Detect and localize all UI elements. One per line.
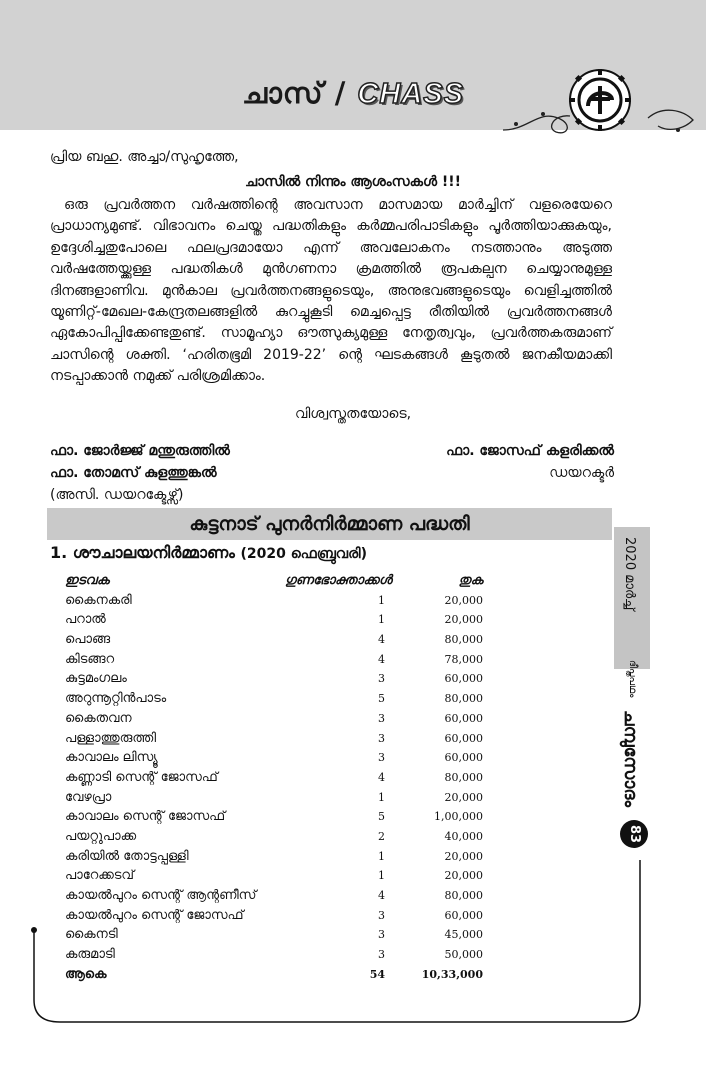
letter-greeting: പ്രിയ ബഹു. അച്ചാ/സുഹൃത്തേ, [50,149,239,165]
amount-cell: 60,000 [444,731,483,745]
amount-cell: 78,000 [444,652,483,666]
parish-cell: കൈതവന [65,710,132,726]
beneficiaries-cell: 2 [378,829,385,843]
sidebar-subtitle: ദീപ്തപഥം [627,660,638,698]
beneficiaries-cell: 3 [378,928,385,942]
header-separator: / [334,76,347,110]
parish-cell: കരിയിൽ തോട്ടപ്പള്ളി [65,848,189,864]
parish-cell: പയറ്റുപാക്ക [65,828,137,844]
amount-cell: 80,000 [444,770,483,784]
amount-cell: 20,000 [444,869,483,883]
signatory-left-3: (അസി. ഡയറക്ടേഴ്സ്) [50,487,184,503]
project-title: കുട്ടനാട് പുനർനിർമ്മാണ പദ്ധതി [47,508,612,540]
header-parish: ഇടവക [65,573,110,588]
parish-cell: കാവാലം ലിസ്യൂ [65,750,158,766]
parish-cell: കുട്ടമംഗലം [65,671,127,687]
page-number: 83 [627,824,642,844]
signatory-left-2: ഫാ. തോമസ് കുളത്തുങ്കൽ [50,465,217,481]
beneficiaries-cell: 5 [378,810,385,824]
parish-cell: വേഴപ്രാ [65,789,112,805]
section-name: 1. ശൗചാലയനിർമ്മാണം [50,543,235,562]
parish-cell: കൈനകരി [65,592,132,608]
beneficiaries-cell: 5 [378,692,385,706]
beneficiaries-cell: 3 [378,672,385,686]
beneficiaries-cell: 4 [378,633,385,647]
amount-cell: 1,00,000 [434,810,483,824]
beneficiaries-cell: 3 [378,948,385,962]
section-date: (2020 ഫെബ്രുവരി) [240,546,367,562]
letter-body: ഒരു പ്രവർത്തന വർഷത്തിന്റെ അവസാന മാസമായ മാർച്ചിന് വളരെയേറെ പ്രാധാന്യമുണ്ട്. വിഭാവനം ചെയ്ത പദ്ധതികളും കർമ്മപരിപാടികളും പൂർത്തിയാക്കുകയും, ഉദ്ദേശിച്ചതുപോലെ ഫലപ്രദമായോ എന്ന് അവലോകനം നടത്താനും അടുത്ത വർഷത്തേയ്ക്കുള്ള പദ്ധതികൾ മുൻഗണനാ ക്രമത്തിൽ രൂപകല്പന ചെയ്യാനുമുള്ള ദിനങ്ങളാണിവ. മുൻകാല പ്രവർത്തനങ്ങളുടെയും, അനുഭവങ്ങളുടെയും വെളിച്ചത്തിൽ യൂണിറ്റ്-മേഖല-കേന്ദ്രതലങ്ങളിൽ കുറച്ചുകൂടി മെച്ചപ്പെട്ട രീതിയിൽ പ്രവർത്തനങ്ങൾ ഏകോപിപ്പിക്കേണ്ടതുണ്ട്. സാമൂഹ്യാ ഔത്സുക്യമുള്ള നേതൃത്വവും, പ്രവർത്തകരുമാണ് ചാസിന്റെ ശക്തി. ‘ഹരിതഭൂമി 2019-22’ ന്റെ ഘടകങ്ങൾ കൂടുതൽ ജനകീയമാക്കി നടപ്പാക്കാൻ നമുക്ക് പരിശ്രമിക്കാം. [50,197,612,385]
letter-closing: വിശ്വസ്തതയോടെ, [294,406,412,422]
parish-cell: പാറേക്കടവ് [65,868,135,884]
parish-cell: പറാൽ [65,612,106,628]
beneficiaries-cell: 3 [378,908,385,922]
header-title-ml: ചാസ് [242,76,324,110]
letter-subhead: ചാസിൽ നിന്നും ആശംസകൾ !!! [244,174,462,190]
beneficiaries-cell: 4 [378,770,385,784]
beneficiaries-cell: 4 [378,889,385,902]
parish-cell: കായൽപുറം സെന്റ് ആന്റണീസ് [65,888,257,903]
amount-cell: 20,000 [444,593,483,607]
beneficiaries-cell: 3 [378,731,385,745]
parish-cell: കാവാലം സെന്റ് ജോസഫ് [65,809,226,825]
parish-cell: കൈനടി [65,927,118,943]
parish-cell: കണ്ണാടി സെന്റ് ജോസഫ് [65,769,218,785]
beneficiaries-cell: 3 [378,751,385,765]
parish-cell: പള്ളാത്തുരുത്തി [65,730,157,746]
parish-cell: കിടങ്ങറ [65,651,115,667]
amount-cell: 20,000 [444,613,483,627]
sidebar-month: 2020 മാർച്ച് [622,537,637,611]
signatory-left-1: ഫാ. ജോർജ്ജ് മന്തുരുത്തിൽ [50,443,230,459]
signatory-right-2: ഡയറക്ടർ [549,465,614,481]
beneficiaries-cell: 1 [378,593,385,607]
amount-cell: 60,000 [444,751,483,765]
amount-cell: 50,000 [444,948,483,962]
amount-cell: 80,000 [444,633,483,647]
amount-cell: 60,000 [444,908,483,922]
amount-cell: 20,000 [444,790,483,804]
header-title-en: CHASS [357,78,464,110]
total-amount: 10,33,000 [421,967,483,981]
signatory-right-1: ഫാ. ജോസഫ് കളരിക്കൽ [446,443,614,459]
parish-cell: കരുമാടി [65,947,115,963]
amount-cell: 45,000 [444,928,483,942]
amount-cell: 80,000 [444,889,483,902]
beneficiaries-cell: 3 [378,711,385,725]
total-label: ആകെ [65,966,107,982]
sidebar-magazine-name: ചമ്പുസോദം [620,710,641,808]
amount-cell: 60,000 [444,711,483,725]
amount-cell: 60,000 [444,672,483,686]
amount-cell: 40,000 [444,829,483,843]
total-beneficiaries: 54 [369,967,385,981]
amount-cell: 20,000 [444,849,483,863]
parish-cell: കായൽപുറം സെന്റ് ജോസഫ് [65,907,244,923]
beneficiaries-cell: 1 [378,869,385,883]
header-amount: തുക [458,573,483,588]
beneficiaries-cell: 1 [378,849,385,863]
parish-cell: പൊങ്ങ [65,632,111,648]
beneficiaries-cell: 1 [378,613,385,627]
beneficiaries-cell: 1 [378,790,385,804]
beneficiaries-cell: 4 [378,652,385,666]
header-beneficiaries: ഗുണഭോക്താക്കൾ [285,573,392,588]
amount-cell: 80,000 [444,692,483,706]
parish-cell: അറുന്നൂറ്റിൻപാടം [65,691,167,707]
